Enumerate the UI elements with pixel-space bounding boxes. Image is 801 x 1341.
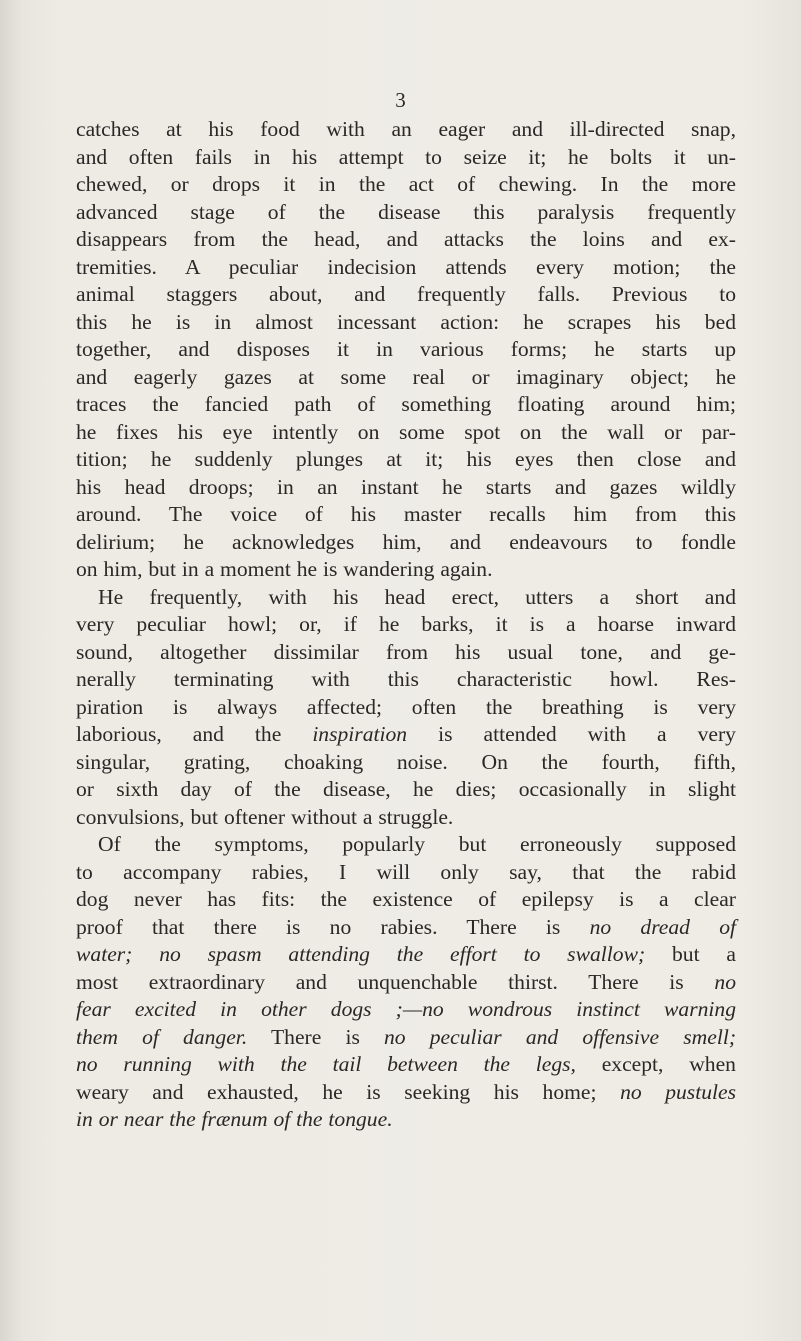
text-line: very peculiar howl; or, if he barks, it is a hoarse inward	[76, 612, 736, 636]
text-line: disappears from the head, and attacks the loins and ex-	[76, 227, 736, 251]
italic-text: them of danger.	[76, 1024, 248, 1049]
text-line: He frequently, with his head erect, utters a short and	[98, 584, 736, 609]
text-line: and often fails in his attempt to seize it; he bolts it un-	[76, 144, 736, 169]
paragraph-2	[76, 584, 736, 832]
text-line: tremities. A peculiar indecision attends every motion; the	[76, 254, 736, 279]
text-line	[76, 969, 736, 997]
text-run: There is	[247, 1024, 384, 1049]
text-line: together, and disposes it in various forms; he starts up	[76, 337, 736, 361]
text-run: except, when	[575, 1052, 736, 1076]
text-line	[76, 1024, 736, 1052]
text-line	[76, 721, 736, 749]
text-line: his head droops; in an instant he starts and gazes wildly	[76, 474, 736, 499]
italic-text: no pustules	[620, 1079, 736, 1104]
text-line: to accompany rabies, I will only say, that the rabid	[76, 859, 736, 884]
text-line: and eagerly gazes at some real or imaginary object; he	[76, 364, 736, 389]
text-line: dog never has fits: the existence of epilepsy is a clear	[76, 887, 736, 911]
text-line	[76, 914, 736, 942]
italic-text: fear excited in other dogs ;—no wondrous instinct warning	[76, 997, 736, 1021]
text-line: chewed, or drops it in the act of chewing. In the more	[76, 172, 736, 196]
body-text	[76, 116, 736, 1134]
text-line: convulsions, but oftener without a struggle.	[76, 804, 454, 829]
text-run: but a	[645, 942, 736, 966]
text-line: nerally terminating with this characteristic howl. Res-	[76, 667, 736, 691]
text-line	[76, 1051, 736, 1079]
italic-text: no peculiar and offensive smell;	[384, 1024, 737, 1049]
paragraph-1	[76, 116, 736, 584]
text-line: delirium; he acknowledges him, and endeavours to fondle	[76, 529, 736, 554]
text-line	[76, 1079, 736, 1107]
text-line: singular, grating, choaking noise. On the fourth, fifth,	[76, 749, 736, 774]
text-line: animal staggers about, and frequently falls. Previous to	[76, 282, 736, 306]
text-line: or sixth day of the disease, he dies; occasionally in slight	[76, 777, 736, 801]
paragraph-3	[76, 831, 736, 1134]
text-run: most extraordinary and unquenchable thirst. There is	[76, 969, 715, 994]
text-run: proof that there is no rabies. There is	[76, 914, 590, 939]
text-line: this he is in almost incessant action: he scrapes his bed	[76, 309, 736, 334]
italic-text: no	[714, 969, 736, 994]
text-line: catches at his food with an eager and ill-directed snap,	[76, 117, 736, 141]
text-line: sound, altogether dissimilar from his usual tone, and ge-	[76, 639, 736, 664]
text-line: piration is always affected; often the breathing is very	[76, 694, 736, 719]
text-line: he fixes his eye intently on some spot on the wall or par-	[76, 419, 736, 444]
italic-text: no dread of	[589, 914, 737, 939]
text-line: tition; he suddenly plunges at it; his eyes then close and	[76, 447, 736, 471]
italic-text: inspiration	[312, 722, 408, 746]
text-run: is attended with a very	[407, 722, 736, 746]
italic-text: in or near the frænum of the tongue.	[76, 1107, 393, 1131]
text-line: traces the fancied path of something floating around him;	[76, 392, 736, 416]
text-line: Of the symptoms, popularly but erroneously supposed	[98, 832, 736, 856]
text-run: laborious, and the	[76, 722, 313, 746]
italic-text: no running with the tail between the legs,	[76, 1052, 576, 1076]
page-number: 3	[395, 88, 406, 112]
text-line: on him, but in a moment he is wandering again.	[76, 557, 493, 581]
text-line	[76, 941, 736, 969]
text-line: advanced stage of the disease this paralysis frequently	[76, 199, 736, 224]
text-line	[76, 996, 736, 1024]
italic-text: water; no spasm attending the effort to swallow;	[76, 942, 646, 966]
text-run: weary and exhausted, he is seeking his home;	[76, 1079, 621, 1104]
text-line: around. The voice of his master recalls him from this	[76, 502, 736, 526]
text-line	[76, 1106, 736, 1134]
